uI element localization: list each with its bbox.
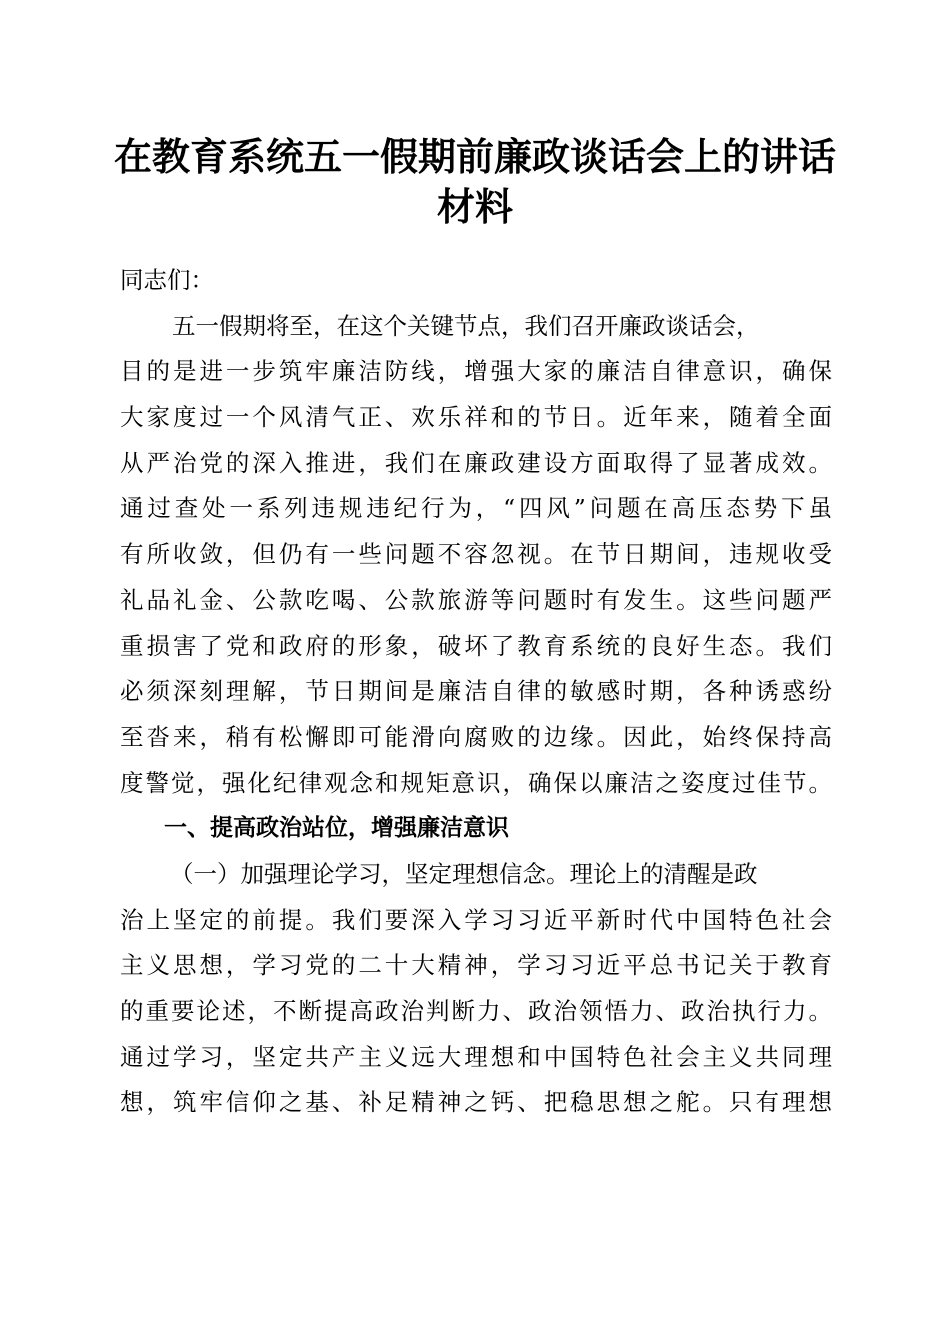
salutation: 同志们：	[120, 266, 214, 294]
paragraph-line: 五一假期将至，在这个关键节点，我们召开廉政谈话会，	[172, 311, 760, 340]
section-heading: 一、提高政治站位，增强廉洁意识	[164, 815, 509, 842]
paragraph-line: 重损害了党和政府的形象，破坏了教育系统的良好生态。我们	[120, 631, 832, 660]
paragraph-line: 从严治党的深入推进，我们在廉政建设方面取得了显著成效。	[120, 448, 832, 477]
document-title: 在教育系统五一假期前廉政谈话会上的讲话材料	[113, 134, 836, 229]
paragraph-line: 礼品礼金、公款吃喝、公款旅游等问题时有发生。这些问题严	[120, 585, 832, 614]
paragraph-line: 有所收敛，但仍有一些问题不容忽视。在节日期间，违规收受	[120, 540, 832, 569]
paragraph-line: 度警觉，强化纪律观念和规矩意识，确保以廉洁之姿度过佳节。	[120, 768, 832, 797]
paragraph-line: 想，筑牢信仰之基、补足精神之钙、把稳思想之舵。只有理想	[120, 1088, 832, 1117]
paragraph-line: 主义思想，学习党的二十大精神，学习习近平总书记关于教育	[120, 951, 832, 980]
paragraph-line: 通过学习，坚定共产主义远大理想和中国特色社会主义共同理	[120, 1042, 832, 1071]
document-body	[120, 258, 832, 1126]
paragraph-line: 至沓来，稍有松懈即可能滑向腐败的边缘。因此，始终保持高	[120, 722, 832, 751]
paragraph-line: 通过查处一系列违规违纪行为，“四风”问题在高压态势下虽	[120, 494, 832, 523]
paragraph-line: （一）加强理论学习，坚定理想信念。理论上的清醒是政	[170, 859, 758, 888]
intro-paragraph	[120, 304, 832, 807]
section-paragraph	[120, 852, 832, 1126]
paragraph-line: 目的是进一步筑牢廉洁防线，增强大家的廉洁自律意识，确保	[120, 357, 832, 386]
paragraph-line: 的重要论述，不断提高政治判断力、政治领悟力、政治执行力。	[120, 997, 832, 1025]
paragraph-line: 治上坚定的前提。我们要深入学习习近平新时代中国特色社会	[120, 905, 832, 934]
paragraph-line: 大家度过一个风清气正、欢乐祥和的节日。近年来，随着全面	[120, 403, 832, 432]
paragraph-line: 必须深刻理解，节日期间是廉洁自律的敏感时期，各种诱惑纷	[120, 677, 832, 706]
